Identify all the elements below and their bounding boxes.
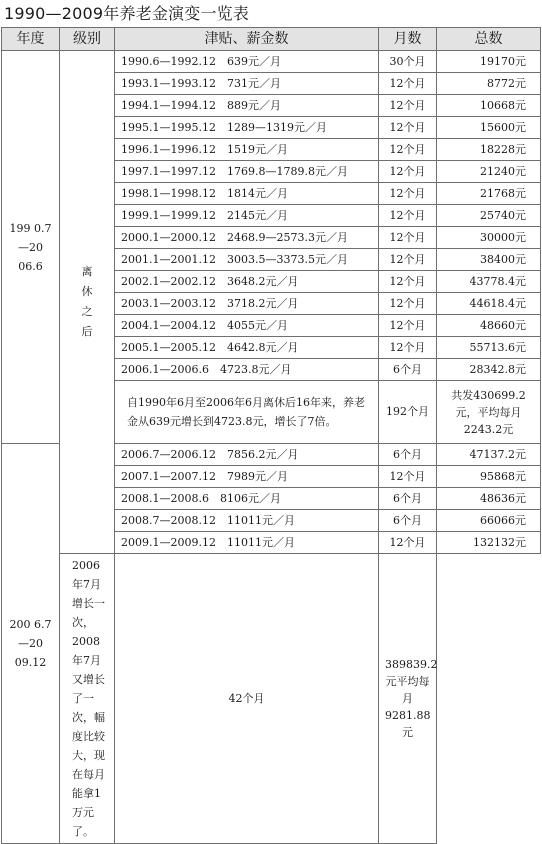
months-cell: 12个月: [379, 139, 437, 161]
summary-note: 自1990年6月至2006年6月离休后16年来，养老金从639元增长到4723.8元，增长了7倍。: [115, 381, 379, 444]
months-cell: 12个月: [379, 466, 437, 488]
subsidy-cell: 1993.1—1993.12 731元／月: [115, 73, 379, 95]
header-subsidy: 津贴、薪金数: [115, 28, 379, 51]
subsidy-cell: 2008.1—2008.6 8106元／月: [115, 488, 379, 510]
total-cell: 66066元: [437, 510, 541, 532]
summary-total: 共发430699.2元，平均每月2243.2元: [437, 381, 541, 444]
total-cell: 48660元: [437, 315, 541, 337]
months-cell: 12个月: [379, 183, 437, 205]
summary-months: 192个月: [379, 381, 437, 444]
months-cell: 12个月: [379, 205, 437, 227]
subsidy-cell: 2002.1—2002.12 3648.2元／月: [115, 271, 379, 293]
months-cell: 12个月: [379, 532, 437, 554]
summary-months: 42个月: [115, 554, 379, 844]
months-cell: 6个月: [379, 444, 437, 466]
total-cell: 25740元: [437, 205, 541, 227]
level-label: 离休之后: [81, 265, 93, 338]
months-cell: 30个月: [379, 51, 437, 73]
subsidy-cell: 2000.1—2000.12 2468.9—2573.3元／月: [115, 227, 379, 249]
months-cell: 12个月: [379, 161, 437, 183]
subsidy-cell: 1990.6—1992.12 639元／月: [115, 51, 379, 73]
year-cell-2006-2009: 200 6.7—20 09.12: [2, 444, 60, 844]
year-cell-1990-2006: 199 0.7—20 06.6: [2, 51, 60, 444]
total-cell: 10668元: [437, 95, 541, 117]
table-row: [2, 51, 541, 73]
subsidy-cell: 2006.1—2006.6 4723.8元／月: [115, 359, 379, 381]
subsidy-cell: 2003.1—2003.12 3718.2元／月: [115, 293, 379, 315]
total-cell: 28342.8元: [437, 359, 541, 381]
months-cell: 12个月: [379, 315, 437, 337]
total-cell: 21240元: [437, 161, 541, 183]
total-cell: 43778.4元: [437, 271, 541, 293]
total-cell: 95868元: [437, 466, 541, 488]
subsidy-cell: 2005.1—2005.12 4642.8元／月: [115, 337, 379, 359]
level-cell: [60, 51, 115, 554]
subsidy-cell: 2001.1—2001.12 3003.5—3373.5元／月: [115, 249, 379, 271]
header-level: 级别: [60, 28, 115, 51]
subsidy-cell: 1994.1—1994.12 889元／月: [115, 95, 379, 117]
pension-table: [1, 27, 541, 844]
total-cell: 19170元: [437, 51, 541, 73]
months-cell: 12个月: [379, 293, 437, 315]
months-cell: 12个月: [379, 337, 437, 359]
months-cell: 12个月: [379, 271, 437, 293]
total-cell: 48636元: [437, 488, 541, 510]
summary-total: 389839.2元平均每月9281.88元: [379, 554, 437, 844]
months-cell: 6个月: [379, 359, 437, 381]
subsidy-cell: 1995.1—1995.12 1289—1319元／月: [115, 117, 379, 139]
summary-note: 2006年7月增长一次，2008年7月又增长了一次，幅度比较大，现在每月能拿1万元了。: [60, 554, 115, 844]
total-cell: 132132元: [437, 532, 541, 554]
header-row: [2, 28, 541, 51]
subsidy-cell: 1997.1—1997.12 1769.8—1789.8元／月: [115, 161, 379, 183]
subsidy-cell: 2009.1—2009.12 11011元／月: [115, 532, 379, 554]
total-cell: 47137.2元: [437, 444, 541, 466]
months-cell: 6个月: [379, 510, 437, 532]
total-cell: 18228元: [437, 139, 541, 161]
months-cell: 12个月: [379, 95, 437, 117]
total-cell: 15600元: [437, 117, 541, 139]
header-year: 年度: [2, 28, 60, 51]
total-cell: 44618.4元: [437, 293, 541, 315]
total-cell: 8772元: [437, 73, 541, 95]
total-cell: 30000元: [437, 227, 541, 249]
total-cell: 38400元: [437, 249, 541, 271]
summary-row-2006-2009: [2, 554, 541, 844]
months-cell: 12个月: [379, 117, 437, 139]
header-months: 月数: [379, 28, 437, 51]
total-cell: 21768元: [437, 183, 541, 205]
months-cell: 6个月: [379, 488, 437, 510]
subsidy-cell: 2008.7—2008.12 11011元／月: [115, 510, 379, 532]
subsidy-cell: 1996.1—1996.12 1519元／月: [115, 139, 379, 161]
months-cell: 12个月: [379, 73, 437, 95]
subsidy-cell: 1999.1—1999.12 2145元／月: [115, 205, 379, 227]
subsidy-cell: 2004.1—2004.12 4055元／月: [115, 315, 379, 337]
subsidy-cell: 1998.1—1998.12 1814元／月: [115, 183, 379, 205]
months-cell: 12个月: [379, 249, 437, 271]
page-title: 1990—2009年养老金演变一览表: [4, 4, 250, 23]
subsidy-cell: 2006.7—2006.12 7856.2元／月: [115, 444, 379, 466]
total-cell: 55713.6元: [437, 337, 541, 359]
header-total: 总数: [437, 28, 541, 51]
months-cell: 12个月: [379, 227, 437, 249]
subsidy-cell: 2007.1—2007.12 7989元／月: [115, 466, 379, 488]
